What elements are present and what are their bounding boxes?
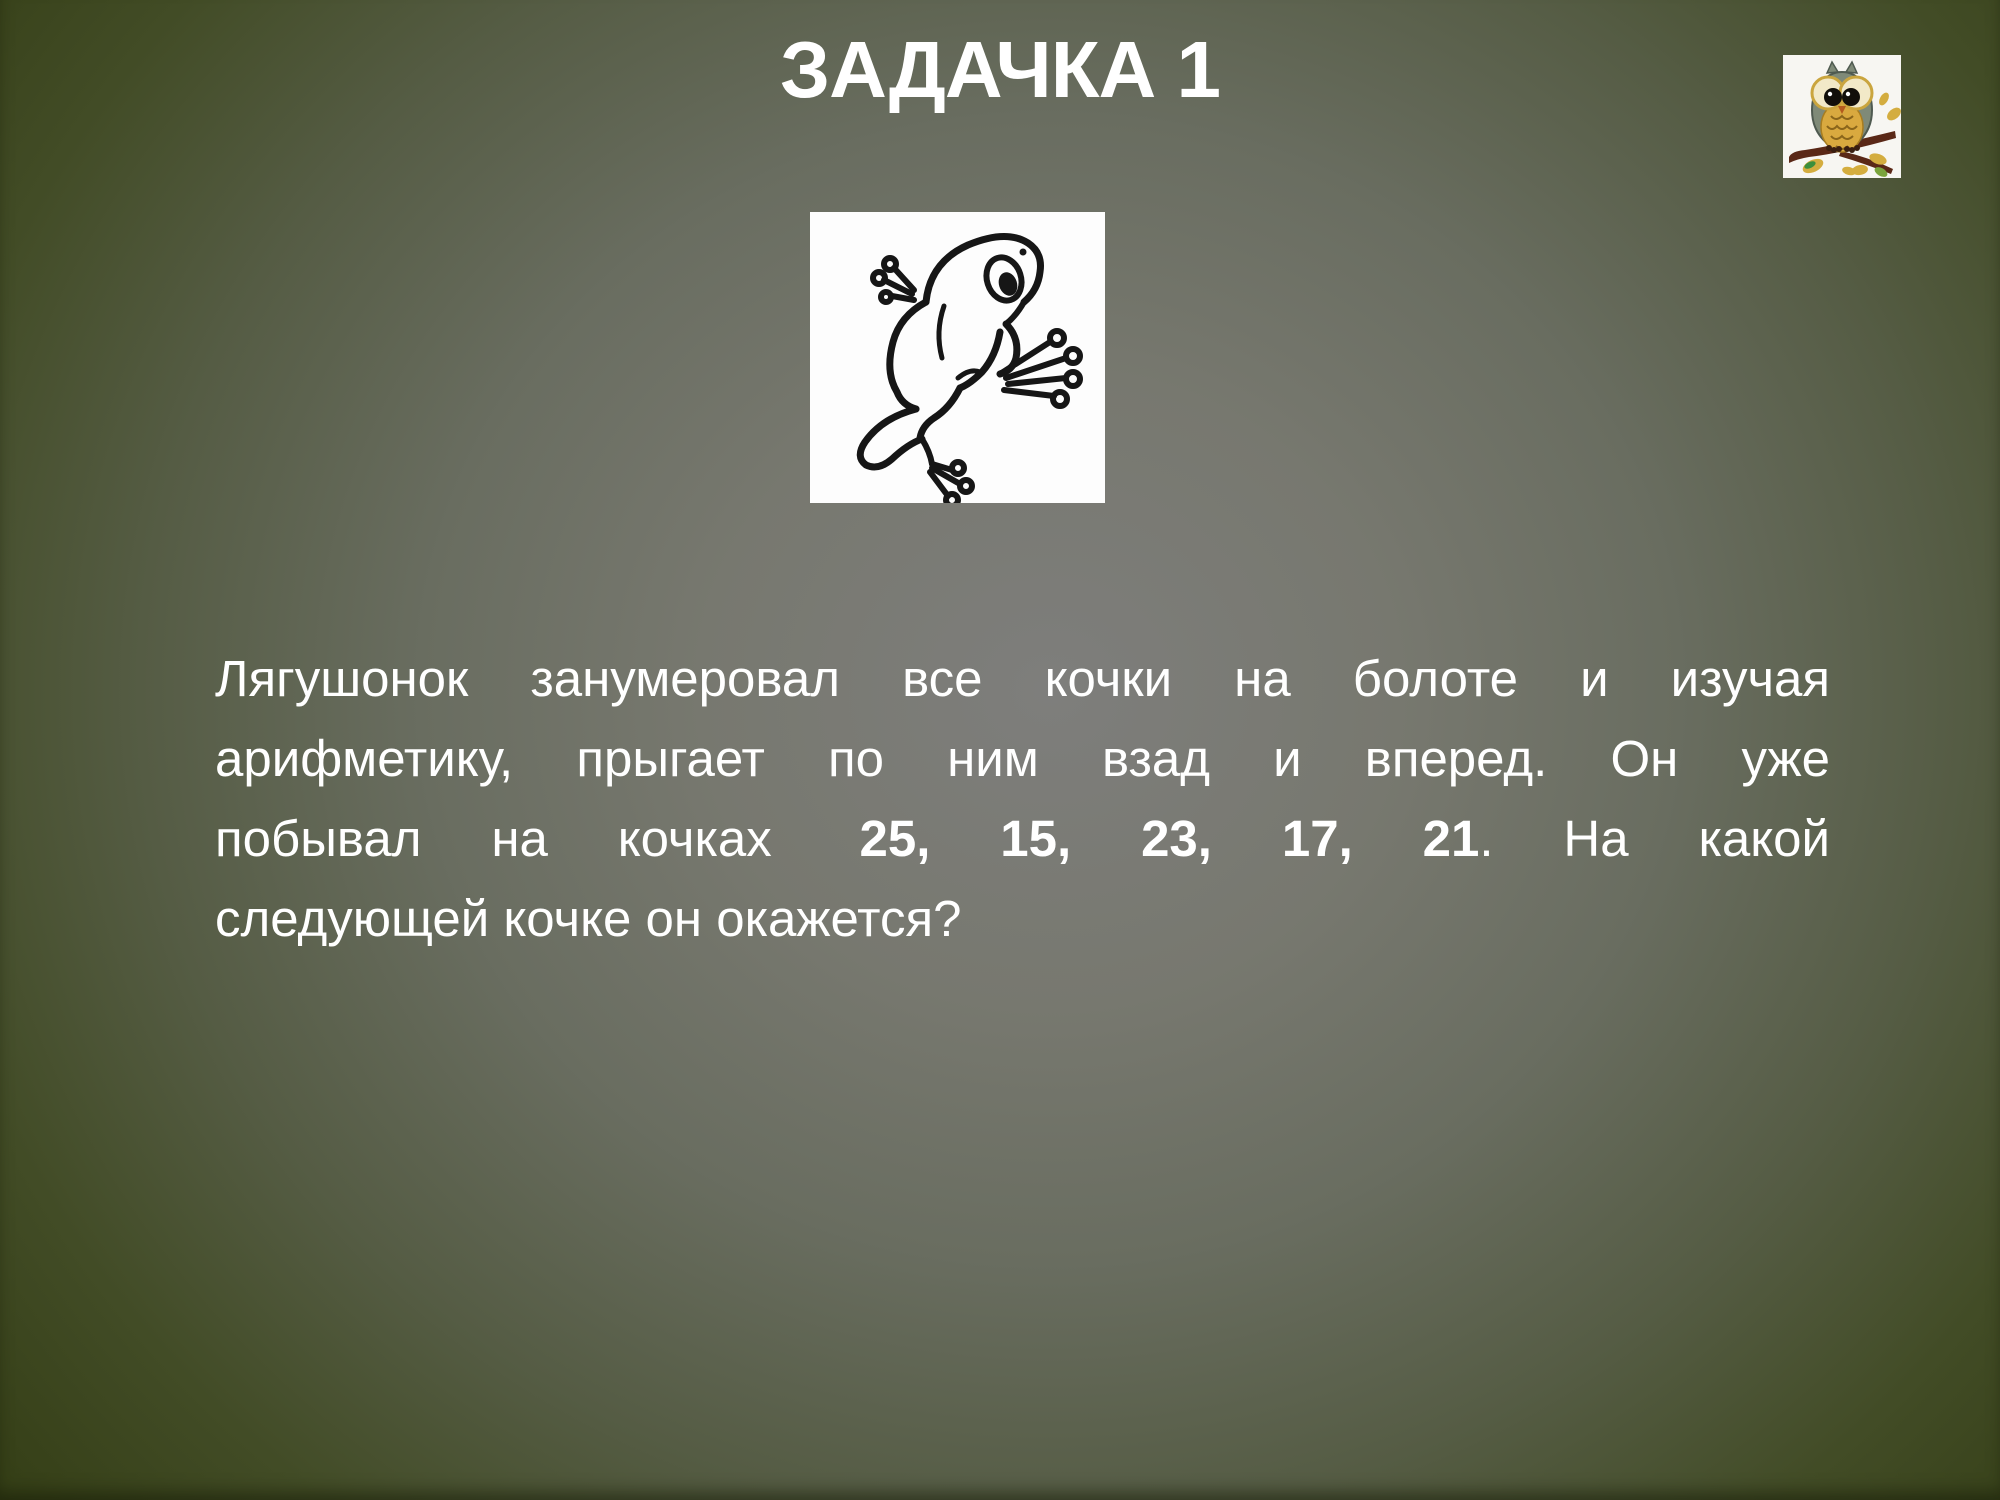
- problem-line-2: арифметику, прыгает по ним взад и вперед. Он уже: [215, 730, 1830, 787]
- problem-line-4: следующей кочке он окажется?: [215, 890, 962, 947]
- owl-image: [1783, 55, 1901, 178]
- hop-numbers: 25, 15, 23, 17, 21: [859, 810, 1480, 867]
- slide-title: ЗАДАЧКА 1: [779, 25, 1221, 114]
- frog-line-drawing-icon: [810, 212, 1105, 503]
- problem-line-3: [215, 799, 1830, 879]
- owl-on-branch-icon: [1783, 55, 1901, 178]
- problem-text: [215, 639, 1830, 959]
- problem-line-3-pre: побывал на кочках: [215, 810, 772, 867]
- problem-line-3-post: . На какой: [1479, 810, 1830, 867]
- frog-image: [810, 212, 1105, 503]
- problem-line-1: Лягушонок занумеровал все кочки на болоте и изучая: [215, 650, 1830, 707]
